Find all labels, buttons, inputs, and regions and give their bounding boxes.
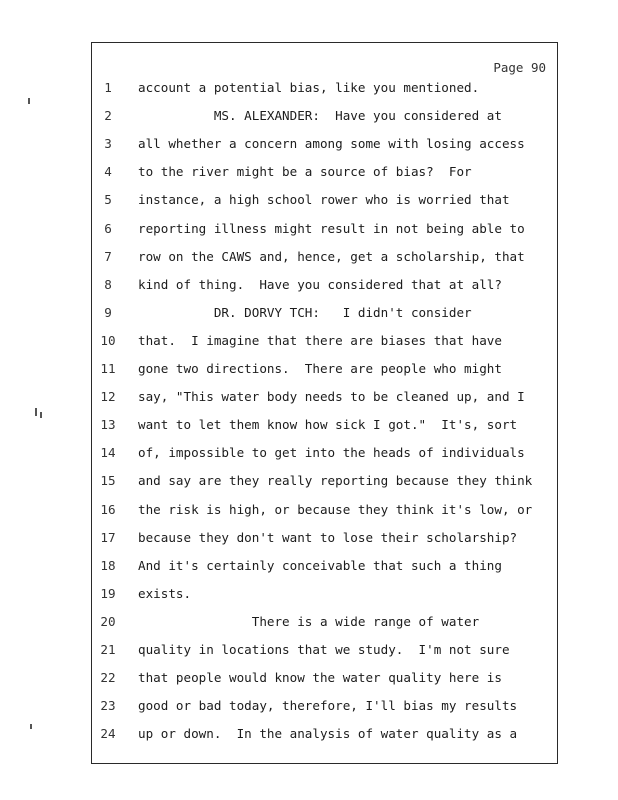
transcript-line <box>0 500 618 520</box>
line-text: say, "This water body needs to be cleaned up, and I <box>138 389 525 405</box>
line-text: good or bad today, therefore, I'll bias my results <box>138 698 518 714</box>
line-number: 19 <box>100 585 116 601</box>
line-text: There is a wide range of water <box>138 613 480 629</box>
transcript-line <box>0 443 618 463</box>
line-number: 1 <box>104 80 112 95</box>
line-number: 5 <box>104 192 112 208</box>
transcript-line <box>0 359 618 379</box>
line-text: instance, a high school rower who is worried that <box>138 192 510 208</box>
line-text: up or down. In the analysis of water quality as a <box>138 726 518 742</box>
line-number: 16 <box>100 501 116 517</box>
line-number: 14 <box>100 445 116 461</box>
line-text: row on the CAWS and, hence, get a scholarship, that <box>138 248 525 264</box>
page-number-label: Page 90 <box>493 60 546 75</box>
line-number: 10 <box>100 332 116 348</box>
transcript-line <box>0 724 618 744</box>
line-text: DR. DORVY TCH: I didn't consider <box>138 304 472 320</box>
line-number: 21 <box>100 642 116 657</box>
line-number: 20 <box>100 613 116 629</box>
line-text: And it's certainly conceivable that such a thing <box>138 557 502 573</box>
transcript-line <box>0 471 618 491</box>
line-number: 3 <box>104 136 112 152</box>
scan-mark <box>30 724 32 729</box>
transcript-line <box>0 134 618 154</box>
transcript-line <box>0 275 618 295</box>
line-text: gone two directions. There are people who might <box>138 361 502 376</box>
line-text: to the river might be a source of bias? For <box>138 164 472 180</box>
line-text: all whether a concern among some with losing access <box>138 136 525 152</box>
line-number: 8 <box>104 276 112 292</box>
line-number: 12 <box>100 389 116 405</box>
line-text: quality in locations that we study. I'm not sure <box>138 642 510 657</box>
transcript-line <box>0 696 618 716</box>
transcript-line <box>0 668 618 688</box>
line-text: because they don't want to lose their scholarship? <box>138 529 518 545</box>
line-number: 24 <box>100 726 116 742</box>
line-number: 4 <box>104 164 112 180</box>
transcript-line <box>0 162 618 182</box>
transcript-line <box>0 584 618 604</box>
line-number: 9 <box>104 304 112 320</box>
transcript-line <box>0 247 618 267</box>
transcript-line <box>0 640 618 660</box>
line-text: reporting illness might result in not being able to <box>138 220 525 236</box>
line-number: 2 <box>104 108 112 124</box>
line-number: 13 <box>100 417 116 433</box>
scan-mark <box>40 412 42 418</box>
transcript-line <box>0 190 618 210</box>
line-text: of, impossible to get into the heads of individuals <box>138 445 525 461</box>
line-text: that people would know the water quality here is <box>138 670 502 686</box>
line-text: that. I imagine that there are biases that have <box>138 332 502 348</box>
transcript-line <box>0 219 618 239</box>
line-text: account a potential bias, like you mentioned. <box>138 80 480 95</box>
line-number: 17 <box>100 529 116 545</box>
line-number: 18 <box>100 557 116 573</box>
line-text: and say are they really reporting because they think <box>138 473 533 489</box>
line-text: MS. ALEXANDER: Have you considered at <box>138 108 502 124</box>
line-number: 11 <box>100 361 116 376</box>
transcript-line <box>0 106 618 126</box>
transcript-line <box>0 612 618 632</box>
line-text: exists. <box>138 585 192 601</box>
transcript-line <box>0 303 618 323</box>
transcript-line <box>0 528 618 548</box>
transcript-line <box>0 387 618 407</box>
line-number: 22 <box>100 670 116 686</box>
line-text: kind of thing. Have you considered that at all? <box>138 276 502 292</box>
line-number: 23 <box>100 698 116 714</box>
transcript-line <box>0 556 618 576</box>
line-number: 6 <box>104 220 112 236</box>
line-text: the risk is high, or because they think it's low, or <box>138 501 533 517</box>
line-text: want to let them know how sick I got." It's, sort <box>138 417 518 433</box>
scan-mark <box>28 98 30 104</box>
line-number: 7 <box>104 248 112 264</box>
scan-mark <box>35 408 37 416</box>
line-number: 15 <box>100 473 116 489</box>
transcript-line <box>0 415 618 435</box>
transcript-line <box>0 331 618 351</box>
transcript-line <box>0 78 618 98</box>
